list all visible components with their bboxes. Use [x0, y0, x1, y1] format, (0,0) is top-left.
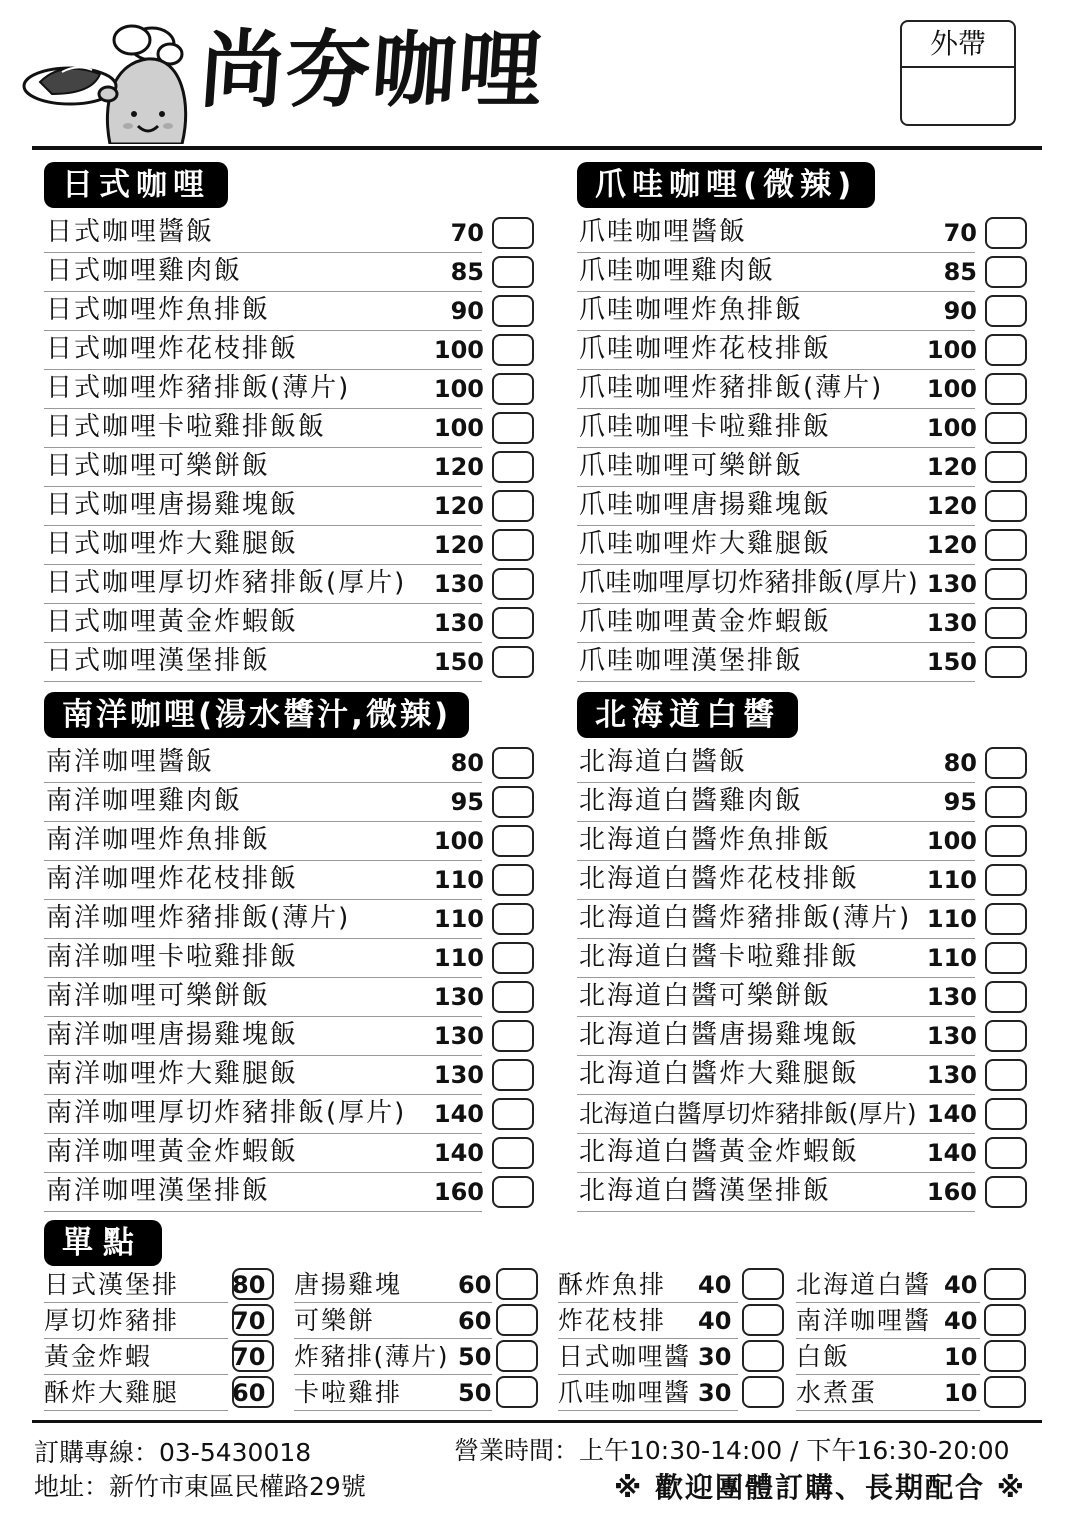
quantity-checkbox[interactable]	[492, 1098, 534, 1130]
menu-item-row	[577, 1017, 1027, 1056]
menu-item-name: 北海道白醬炸大雞腿飯	[579, 1059, 860, 1089]
quantity-checkbox[interactable]	[985, 646, 1027, 678]
single-item-price: 50	[458, 1343, 492, 1371]
single-item-name: 厚切炸豬排	[44, 1306, 180, 1335]
quantity-checkbox[interactable]	[742, 1376, 784, 1408]
menu-item-name: 南洋咖哩卡啦雞排飯	[46, 942, 299, 972]
section-hokkaido-white-sauce	[577, 692, 1027, 1212]
menu-item-price: 100	[433, 375, 484, 403]
quantity-checkbox[interactable]	[985, 786, 1027, 818]
menu-item-row	[44, 331, 534, 370]
menu-item-name: 爪哇咖哩厚切炸豬排飯(厚片)	[579, 568, 919, 598]
single-item-price: 40	[944, 1307, 978, 1335]
single-item-price: 10	[944, 1379, 978, 1407]
menu-item-row	[44, 822, 534, 861]
menu-item-price: 130	[433, 1022, 484, 1050]
quantity-checkbox[interactable]	[492, 786, 534, 818]
menu-item-name: 日式咖哩雞肉飯	[46, 256, 243, 286]
takeout-box[interactable]	[900, 20, 1016, 126]
quantity-checkbox[interactable]	[492, 1176, 534, 1208]
menu-item-price: 150	[433, 648, 484, 676]
section-japanese-curry	[44, 162, 534, 682]
singles-column-4	[796, 1267, 1026, 1411]
menu-item-name: 北海道白醬雞肉飯	[579, 786, 804, 816]
menu-item-price: 85	[450, 258, 484, 286]
menu-item-row	[577, 409, 1027, 448]
menu-item-price: 95	[450, 788, 484, 816]
menu-item-name: 南洋咖哩漢堡排飯	[46, 1176, 271, 1206]
section-title: 北海道白醬	[577, 692, 798, 738]
quantity-checkbox[interactable]	[492, 412, 534, 444]
quantity-checkbox[interactable]	[232, 1304, 274, 1336]
quantity-checkbox[interactable]	[492, 646, 534, 678]
quantity-checkbox[interactable]	[985, 1098, 1027, 1130]
quantity-checkbox[interactable]	[492, 903, 534, 935]
menu-item-name: 南洋咖哩醬飯	[46, 747, 215, 777]
singles-title: 單點	[44, 1220, 162, 1266]
single-item-price: 40	[698, 1307, 732, 1335]
single-item-name: 炸花枝排	[558, 1306, 667, 1335]
menu-item-row	[44, 370, 534, 409]
single-item-row	[44, 1375, 274, 1411]
menu-item-row	[577, 331, 1027, 370]
menu-item-price: 120	[433, 492, 484, 520]
menu-item-row	[577, 978, 1027, 1017]
section-java-curry	[577, 162, 1027, 682]
single-item-name: 唐揚雞塊	[294, 1270, 403, 1299]
quantity-checkbox[interactable]	[984, 1376, 1026, 1408]
single-item-price: 60	[458, 1307, 492, 1335]
takeout-label: 外帶	[902, 22, 1014, 68]
quantity-checkbox[interactable]	[985, 373, 1027, 405]
menu-item-name: 南洋咖哩炸花枝排飯	[46, 864, 299, 894]
single-item-price: 70	[232, 1307, 266, 1335]
quantity-checkbox[interactable]	[492, 1059, 534, 1091]
menu-item-price: 140	[433, 1100, 484, 1128]
menu-item-row	[577, 1173, 1027, 1212]
menu-item-name: 北海道白醬炸豬排飯(薄片)	[579, 903, 912, 933]
menu-item-price: 160	[433, 1178, 484, 1206]
single-item-name: 白飯	[796, 1342, 851, 1371]
menu-item-price: 120	[433, 453, 484, 481]
menu-item-price: 100	[926, 375, 977, 403]
menu-item-price: 100	[433, 827, 484, 855]
row-underline	[44, 1211, 482, 1212]
quantity-checkbox[interactable]	[492, 295, 534, 327]
menu-item-row	[44, 978, 534, 1017]
quantity-checkbox[interactable]	[492, 217, 534, 249]
menu-item-name: 南洋咖哩唐揚雞塊飯	[46, 1020, 299, 1050]
quantity-checkbox[interactable]	[985, 607, 1027, 639]
quantity-checkbox[interactable]	[742, 1340, 784, 1372]
menu-item-row	[577, 253, 1027, 292]
menu-item-price: 80	[450, 749, 484, 777]
single-item-price: 40	[698, 1271, 732, 1299]
single-item-row	[796, 1303, 1026, 1339]
menu-item-name: 日式咖哩炸魚排飯	[46, 295, 271, 325]
menu-item-row	[44, 526, 534, 565]
row-underline	[577, 681, 975, 682]
menu-item-row	[44, 604, 534, 643]
menu-item-row	[44, 1095, 534, 1134]
quantity-checkbox[interactable]	[492, 490, 534, 522]
quantity-checkbox[interactable]	[492, 1020, 534, 1052]
quantity-checkbox[interactable]	[985, 334, 1027, 366]
section-title: 南洋咖哩(湯水醬汁,微辣)	[44, 692, 469, 738]
single-item-name: 日式漢堡排	[44, 1270, 180, 1299]
menu-item-row	[577, 448, 1027, 487]
quantity-checkbox[interactable]	[985, 942, 1027, 974]
quantity-checkbox[interactable]	[492, 256, 534, 288]
menu-item-price: 130	[926, 570, 977, 598]
menu-item-price: 70	[450, 219, 484, 247]
menu-item-row	[577, 900, 1027, 939]
menu-item-row	[577, 604, 1027, 643]
single-item-name: 酥炸大雞腿	[44, 1378, 180, 1407]
menu-item-price: 160	[926, 1178, 977, 1206]
menu-item-name: 爪哇咖哩炸豬排飯(薄片)	[579, 373, 884, 403]
quantity-checkbox[interactable]	[985, 529, 1027, 561]
menu-item-name: 日式咖哩炸大雞腿飯	[46, 529, 299, 559]
menu-item-name: 南洋咖哩黃金炸蝦飯	[46, 1137, 299, 1167]
row-underline	[44, 681, 482, 682]
section-title: 爪哇咖哩(微辣)	[577, 162, 875, 208]
single-item-price: 80	[232, 1271, 266, 1299]
menu-item-name: 日式咖哩唐揚雞塊飯	[46, 490, 299, 520]
order-hotline: 訂購專線：03-5430018	[34, 1438, 312, 1467]
menu-item-price: 90	[450, 297, 484, 325]
quantity-checkbox[interactable]	[985, 256, 1027, 288]
menu-item-price: 100	[926, 827, 977, 855]
singles-column-1	[44, 1267, 274, 1411]
quantity-checkbox[interactable]	[742, 1304, 784, 1336]
menu-item-row	[577, 526, 1027, 565]
quantity-checkbox[interactable]	[496, 1340, 538, 1372]
menu-item-price: 110	[433, 944, 484, 972]
menu-item-name: 北海道白醬飯	[579, 747, 748, 777]
single-item-price: 50	[458, 1379, 492, 1407]
single-item-name: 炸豬排(薄片)	[294, 1342, 450, 1371]
quantity-checkbox[interactable]	[232, 1268, 274, 1300]
group-order-notice: ※ 歡迎團體訂購、長期配合 ※	[614, 1471, 1026, 1504]
menu-item-price: 95	[943, 788, 977, 816]
menu-item-row	[577, 744, 1027, 783]
single-item-row	[294, 1339, 538, 1375]
single-item-row	[796, 1267, 1026, 1303]
quantity-checkbox[interactable]	[985, 412, 1027, 444]
menu-item-row	[577, 292, 1027, 331]
header-divider	[32, 146, 1042, 150]
shop-title: 尚夯咖哩	[196, 21, 548, 119]
single-item-row	[294, 1375, 538, 1411]
quantity-checkbox[interactable]	[496, 1268, 538, 1300]
menu-item-price: 140	[926, 1100, 977, 1128]
menu-item-row	[577, 783, 1027, 822]
footer-divider	[32, 1420, 1042, 1423]
menu-item-price: 130	[926, 983, 977, 1011]
menu-item-name: 日式咖哩炸豬排飯(薄片)	[46, 373, 351, 403]
menu-item-name: 日式咖哩黃金炸蝦飯	[46, 607, 299, 637]
menu-item-row	[577, 643, 1027, 682]
menu-item-name: 北海道白醬唐揚雞塊飯	[579, 1020, 860, 1050]
menu-item-row	[44, 1173, 534, 1212]
menu-item-name: 日式咖哩可樂餅飯	[46, 451, 271, 481]
quantity-checkbox[interactable]	[985, 217, 1027, 249]
single-item-name: 日式咖哩醬	[558, 1342, 691, 1371]
single-item-price: 60	[232, 1379, 266, 1407]
quantity-checkbox[interactable]	[742, 1268, 784, 1300]
menu-item-name: 爪哇咖哩可樂餅飯	[579, 451, 804, 481]
menu-item-name: 北海道白醬厚切炸豬排飯(厚片)	[579, 1098, 917, 1128]
menu-item-price: 90	[943, 297, 977, 325]
quantity-checkbox[interactable]	[985, 1176, 1027, 1208]
menu-item-row	[44, 643, 534, 682]
menu-item-price: 130	[433, 983, 484, 1011]
address: 地址：新竹市東區民權路29號	[34, 1472, 366, 1501]
menu-item-row	[44, 1134, 534, 1173]
quantity-checkbox[interactable]	[984, 1340, 1026, 1372]
quantity-checkbox[interactable]	[492, 568, 534, 600]
menu-item-price: 110	[926, 944, 977, 972]
menu-item-row	[44, 1056, 534, 1095]
row-underline	[577, 1211, 975, 1212]
menu-item-row	[577, 565, 1027, 604]
menu-item-name: 日式咖哩炸花枝排飯	[46, 334, 299, 364]
menu-item-price: 110	[433, 905, 484, 933]
menu-item-row	[577, 1056, 1027, 1095]
menu-item-name: 日式咖哩厚切炸豬排飯(厚片)	[46, 568, 407, 598]
menu-item-name: 北海道白醬可樂餅飯	[579, 981, 832, 1011]
quantity-checkbox[interactable]	[492, 1137, 534, 1169]
row-underline	[558, 1410, 738, 1411]
menu-item-row	[44, 565, 534, 604]
menu-item-name: 爪哇咖哩卡啦雞排飯	[579, 412, 832, 442]
chef-mascot-logo	[22, 14, 192, 144]
quantity-checkbox[interactable]	[985, 1059, 1027, 1091]
single-item-row	[44, 1339, 274, 1375]
section-nanyang-curry	[44, 692, 534, 1212]
menu-item-name: 爪哇咖哩漢堡排飯	[579, 646, 804, 676]
single-item-name: 可樂餅	[294, 1306, 376, 1335]
menu-item-name: 南洋咖哩可樂餅飯	[46, 981, 271, 1011]
menu-item-price: 120	[926, 531, 977, 559]
row-underline	[294, 1410, 492, 1411]
menu-item-row	[577, 861, 1027, 900]
menu-item-row	[44, 292, 534, 331]
section-title: 日式咖哩	[44, 162, 228, 208]
menu-item-price: 130	[926, 609, 977, 637]
quantity-checkbox[interactable]	[496, 1304, 538, 1336]
menu-item-name: 北海道白醬卡啦雞排飯	[579, 942, 860, 972]
single-item-price: 30	[698, 1379, 732, 1407]
single-item-name: 水煮蛋	[796, 1378, 878, 1407]
quantity-checkbox[interactable]	[985, 1020, 1027, 1052]
menu-item-row	[577, 214, 1027, 253]
menu-item-row	[44, 487, 534, 526]
menu-item-row	[577, 822, 1027, 861]
single-item-price: 30	[698, 1343, 732, 1371]
single-item-price: 40	[944, 1271, 978, 1299]
row-underline	[796, 1410, 980, 1411]
menu-item-price: 100	[926, 336, 977, 364]
menu-item-row	[44, 861, 534, 900]
quantity-checkbox[interactable]	[985, 864, 1027, 896]
menu-item-row	[44, 1017, 534, 1056]
menu-item-name: 爪哇咖哩炸魚排飯	[579, 295, 804, 325]
single-item-row	[44, 1267, 274, 1303]
menu-item-price: 130	[926, 1022, 977, 1050]
menu-item-row	[44, 253, 534, 292]
row-underline	[44, 1410, 228, 1411]
menu-item-price: 150	[926, 648, 977, 676]
menu-item-price: 130	[433, 609, 484, 637]
single-item-row	[558, 1267, 784, 1303]
quantity-checkbox[interactable]	[492, 529, 534, 561]
quantity-checkbox[interactable]	[496, 1376, 538, 1408]
quantity-checkbox[interactable]	[985, 747, 1027, 779]
menu-item-price: 85	[943, 258, 977, 286]
menu-item-name: 日式咖哩漢堡排飯	[46, 646, 271, 676]
quantity-checkbox[interactable]	[492, 825, 534, 857]
menu-item-row	[577, 939, 1027, 978]
menu-item-name: 南洋咖哩炸魚排飯	[46, 825, 271, 855]
quantity-checkbox[interactable]	[492, 373, 534, 405]
menu-item-price: 120	[926, 453, 977, 481]
menu-item-name: 爪哇咖哩黃金炸蝦飯	[579, 607, 832, 637]
single-item-row	[796, 1339, 1026, 1375]
menu-item-name: 日式咖哩醬飯	[46, 217, 215, 247]
quantity-checkbox[interactable]	[985, 568, 1027, 600]
menu-item-name: 北海道白醬漢堡排飯	[579, 1176, 832, 1206]
menu-item-name: 爪哇咖哩唐揚雞塊飯	[579, 490, 832, 520]
single-item-name: 黃金炸蝦	[44, 1342, 153, 1371]
single-item-name: 爪哇咖哩醬	[558, 1378, 691, 1407]
menu-item-row	[577, 487, 1027, 526]
quantity-checkbox[interactable]	[492, 981, 534, 1013]
menu-item-price: 120	[926, 492, 977, 520]
quantity-checkbox[interactable]	[492, 942, 534, 974]
quantity-checkbox[interactable]	[232, 1376, 274, 1408]
menu-item-name: 爪哇咖哩雞肉飯	[579, 256, 776, 286]
menu-item-name: 爪哇咖哩醬飯	[579, 217, 748, 247]
quantity-checkbox[interactable]	[492, 747, 534, 779]
quantity-checkbox[interactable]	[985, 825, 1027, 857]
menu-item-row	[577, 1134, 1027, 1173]
quantity-checkbox[interactable]	[492, 607, 534, 639]
quantity-checkbox[interactable]	[492, 864, 534, 896]
menu-item-price: 110	[926, 866, 977, 894]
quantity-checkbox[interactable]	[985, 981, 1027, 1013]
quantity-checkbox[interactable]	[492, 451, 534, 483]
single-item-price: 60	[458, 1271, 492, 1299]
menu-item-name: 南洋咖哩雞肉飯	[46, 786, 243, 816]
menu-item-price: 140	[926, 1139, 977, 1167]
quantity-checkbox[interactable]	[985, 451, 1027, 483]
menu-item-name: 北海道白醬炸魚排飯	[579, 825, 832, 855]
menu-item-row	[44, 744, 534, 783]
single-item-row	[294, 1303, 538, 1339]
menu-item-name: 日式咖哩卡啦雞排飯飯	[46, 412, 327, 442]
singles-column-2	[294, 1267, 538, 1411]
menu-item-name: 南洋咖哩炸大雞腿飯	[46, 1059, 299, 1089]
menu-item-price: 130	[926, 1061, 977, 1089]
single-item-name: 酥炸魚排	[558, 1270, 667, 1299]
quantity-checkbox[interactable]	[232, 1340, 274, 1372]
single-item-name: 南洋咖哩醬	[796, 1306, 932, 1335]
menu-item-name: 爪哇咖哩炸花枝排飯	[579, 334, 832, 364]
menu-item-row	[44, 939, 534, 978]
single-item-row	[558, 1375, 784, 1411]
menu-item-row	[44, 448, 534, 487]
single-item-row	[294, 1267, 538, 1303]
menu-item-row	[44, 214, 534, 253]
single-item-row	[44, 1303, 274, 1339]
menu-item-row	[577, 370, 1027, 409]
menu-item-name: 北海道白醬黃金炸蝦飯	[579, 1137, 860, 1167]
quantity-checkbox[interactable]	[492, 334, 534, 366]
singles-column-3	[558, 1267, 784, 1411]
single-item-name: 卡啦雞排	[294, 1378, 403, 1407]
single-item-price: 10	[944, 1343, 978, 1371]
menu-item-row	[44, 409, 534, 448]
menu-item-price: 100	[926, 414, 977, 442]
single-item-row	[558, 1339, 784, 1375]
menu-item-price: 110	[433, 866, 484, 894]
menu-item-row	[44, 783, 534, 822]
quantity-checkbox[interactable]	[984, 1268, 1026, 1300]
menu-item-price: 80	[943, 749, 977, 777]
menu-item-name: 南洋咖哩厚切炸豬排飯(厚片)	[46, 1098, 407, 1128]
single-item-row	[796, 1375, 1026, 1411]
menu-item-row	[44, 900, 534, 939]
single-item-name: 北海道白醬	[796, 1270, 932, 1299]
single-item-price: 70	[232, 1343, 266, 1371]
menu-item-price: 110	[926, 905, 977, 933]
quantity-checkbox[interactable]	[985, 295, 1027, 327]
quantity-checkbox[interactable]	[985, 490, 1027, 522]
menu-item-price: 140	[433, 1139, 484, 1167]
menu-item-price: 130	[433, 570, 484, 598]
menu-item-price: 100	[433, 414, 484, 442]
menu-item-name: 爪哇咖哩炸大雞腿飯	[579, 529, 832, 559]
single-item-row	[558, 1303, 784, 1339]
quantity-checkbox[interactable]	[984, 1304, 1026, 1336]
menu-item-price: 120	[433, 531, 484, 559]
menu-item-price: 130	[433, 1061, 484, 1089]
business-hours: 營業時間：上午10:30-14:00 / 下午16:30-20:00	[454, 1436, 1010, 1465]
quantity-checkbox[interactable]	[985, 1137, 1027, 1169]
menu-item-price: 100	[433, 336, 484, 364]
menu-item-price: 70	[943, 219, 977, 247]
quantity-checkbox[interactable]	[985, 903, 1027, 935]
menu-item-name: 南洋咖哩炸豬排飯(薄片)	[46, 903, 351, 933]
menu-item-row	[577, 1095, 1027, 1134]
menu-item-name: 北海道白醬炸花枝排飯	[579, 864, 860, 894]
